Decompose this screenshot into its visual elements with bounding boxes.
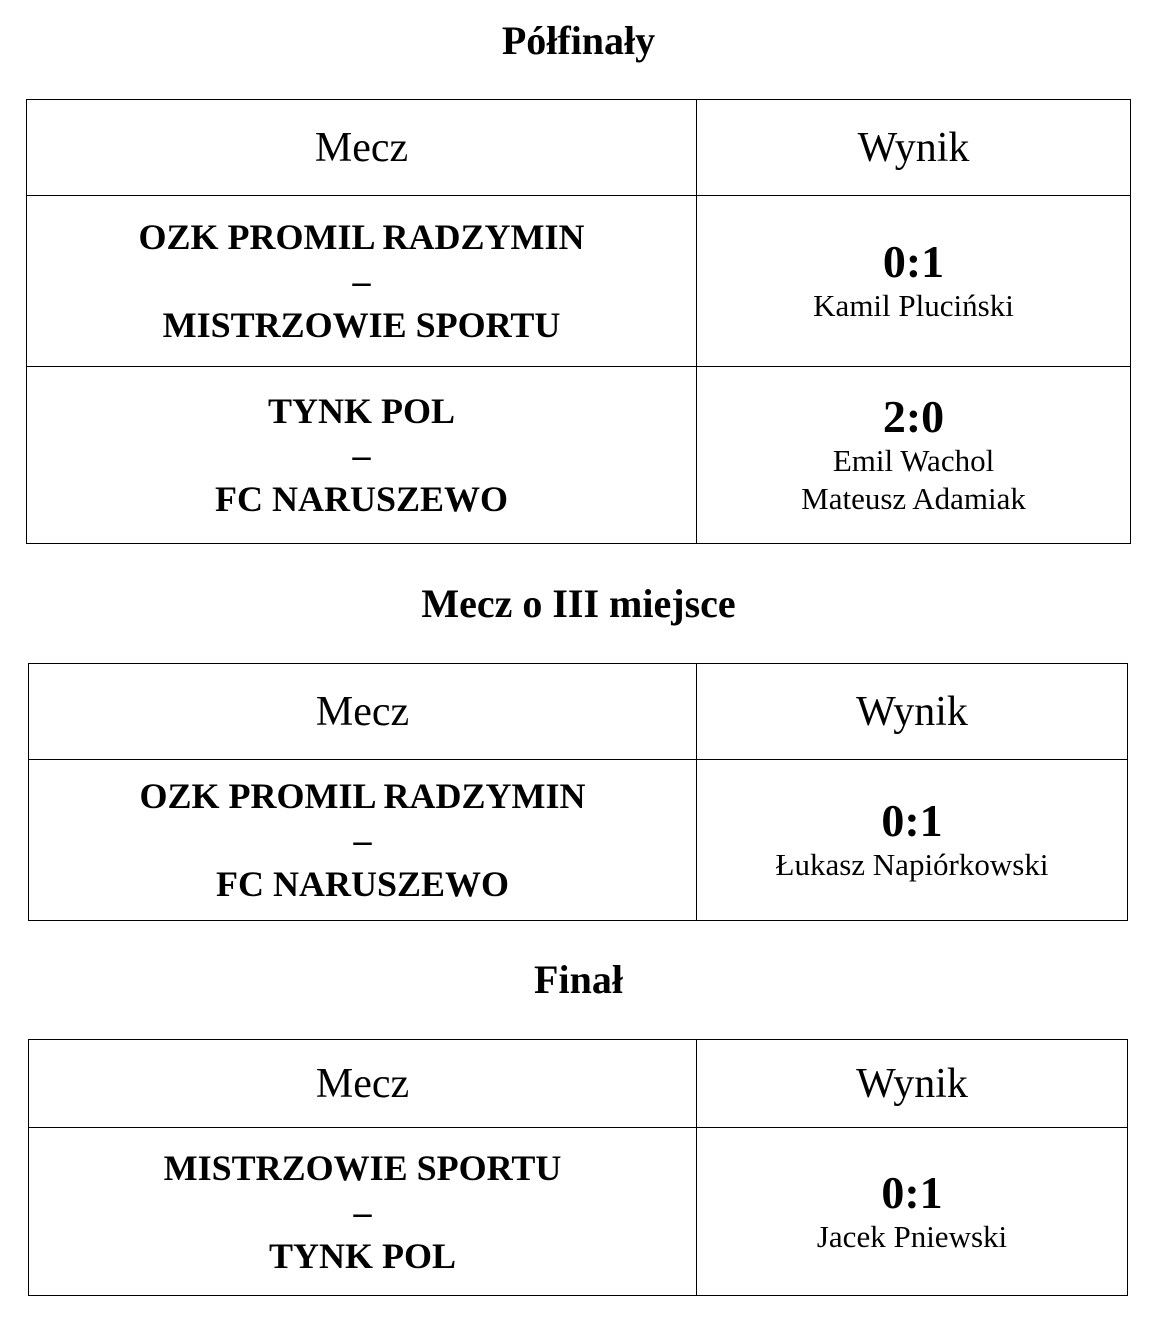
table-row [27, 367, 1131, 544]
home-team: OZK PROMIL RADZYMIN [139, 776, 586, 816]
scorer: Emil Wachol [832, 443, 995, 478]
away-team: MISTRZOWIE SPORTU [162, 305, 561, 345]
final-table [28, 1039, 1128, 1296]
header-row [29, 1040, 1128, 1128]
match-cell [27, 367, 697, 544]
table-row [29, 1128, 1128, 1296]
table-row [29, 760, 1128, 921]
match-cell [29, 1128, 697, 1296]
result-cell [697, 196, 1131, 367]
result-cell [697, 367, 1131, 544]
match-dash: – [352, 261, 371, 301]
header-match: Mecz [29, 664, 697, 760]
match-cell [27, 196, 697, 367]
section-title-final: Finał [534, 957, 623, 1002]
match-dash: – [353, 1191, 372, 1232]
third-place-table [28, 663, 1128, 921]
scorer: Jacek Pniewski [816, 1218, 1008, 1254]
scorer: Łukasz Napiórkowski [775, 847, 1049, 882]
score: 0:1 [881, 795, 943, 846]
header-result: Wynik [697, 664, 1128, 760]
header-row [27, 100, 1131, 196]
home-team: MISTRZOWIE SPORTU [163, 1147, 562, 1188]
match-dash: – [352, 435, 371, 475]
semifinals-table [26, 99, 1131, 544]
away-team: FC NARUSZEWO [214, 479, 509, 519]
home-team: TYNK POL [267, 391, 455, 431]
header-result: Wynik [697, 100, 1131, 196]
header-match: Mecz [27, 100, 697, 196]
home-team: OZK PROMIL RADZYMIN [138, 217, 585, 257]
score: 0:1 [882, 236, 945, 287]
header-match: Mecz [29, 1040, 697, 1128]
header-row [29, 664, 1128, 760]
match-cell [29, 760, 697, 921]
away-team: FC NARUSZEWO [215, 864, 510, 904]
score: 2:0 [882, 391, 945, 442]
away-team: TYNK POL [268, 1235, 456, 1276]
table-row [27, 196, 1131, 367]
match-dash: – [353, 820, 372, 860]
header-result: Wynik [697, 1040, 1128, 1128]
section-title-third-place: Mecz o III miejsce [421, 581, 736, 626]
scorer: Mateusz Adamiak [801, 481, 1026, 516]
score: 0:1 [881, 1166, 943, 1218]
section-title-semifinals: Półfinały [501, 18, 656, 63]
scorer: Kamil Pluciński [813, 288, 1014, 323]
result-cell [697, 1128, 1128, 1296]
result-cell [697, 760, 1128, 921]
